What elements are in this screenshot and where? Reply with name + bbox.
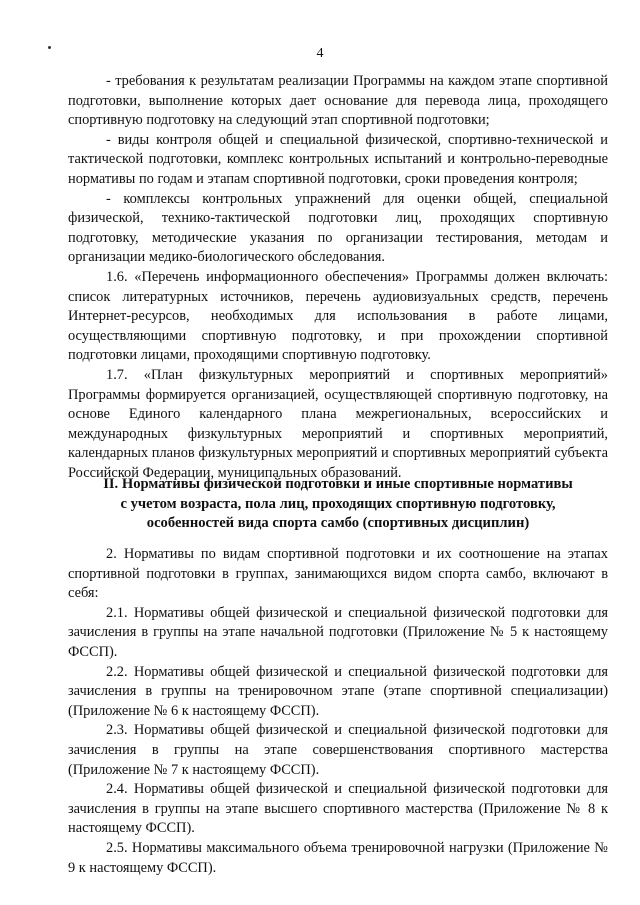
paragraph-2-5: 2.5. Нормативы максимального объема тренировочной нагрузки (Приложение № 9 к настоящему ФССП). [68,839,608,876]
paragraph-1-6: 1.6. «Перечень информационного обеспечения» Программы должен включать: список литературных источников, перечень аудиовизуальных средств, перечень Интернет-ресурсов, необходимых для использования в работе лицами, осуществляющими спортивную подготовку, и при прохождении спортивной подготовки лицами, проходящими спортивную подготовку. [68,268,608,364]
heading-line-1: II. Нормативы физической подготовки и иные спортивные нормативы [103,476,573,492]
heading-line-3: особенностей вида спорта самбо (спортивных дисциплин) [146,515,530,532]
paragraph-control-types: - виды контроля общей и специальной физической, спортивно-технической и тактической подготовки, комплекс контрольных испытаний и контрольно-переводные нормативы по годам и этапам спортивной подготовки, сроки проведения контроля; [68,131,608,187]
paragraph-2-4: 2.4. Нормативы общей физической и специальной физической подготовки для зачисления в группы на этапе высшего спортивного мастерства (Приложение № 8 к настоящему ФССП). [68,781,608,837]
section-1-text [68,72,608,483]
section-2-text [68,545,608,878]
paragraph-requirements: - требования к результатам реализации Программы на каждом этапе спортивной подготовки, выполнение которых дает основание для перевода лица, проходящего спортивную подготовку на следующий этап спортивной подготовки; [68,73,608,129]
paragraph-control-exercises: - комплексы контрольных упражнений для оценки общей, специальной физической, технико-тактической подготовки лиц, проходящих спортивную подготовку, методические указания по организации тестирования, методам и организации медико-биологического обследования. [68,190,608,266]
paragraph-2: 2. Нормативы по видам спортивной подготовки и их соотношение на этапах спортивной подготовки в группах, занимающихся видом спорта самбо, включают в себя: [68,546,608,602]
paragraph-2-3: 2.3. Нормативы общей физической и специальной физической подготовки для зачисления в группы на этапе совершенствования спортивного мастерства (Приложение № 7 к настоящему ФССП). [68,722,608,778]
section-2-heading [68,475,608,534]
paragraph-2-2: 2.2. Нормативы общей физической и специальной физической подготовки для зачисления в группы на тренировочном этапе (этапе спортивной специализации) (Приложение № 6 к настоящему ФССП). [68,663,608,719]
page-number: 4 [316,46,324,61]
heading-line-2: с учетом возраста, пола лиц, проходящих спортивную подготовку, [120,495,556,512]
paragraph-2-1: 2.1. Нормативы общей физической и специальной физической подготовки для зачисления в группы на этапе начальной подготовки (Приложение № 5 к настоящему ФССП). [68,604,608,660]
paragraph-1-7: 1.7. «План физкультурных мероприятий и спортивных мероприятий» Программы формируется организацией, осуществляющей спортивную подготовку, на основе Единого календарного плана межрегиональных, всероссийских и международных физкультурных мероприятий и спортивных мероприятий, календарных планов физкультурных мероприятий и спортивных мероприятий субъекта Российской Федерации, муниципальных образований. [68,366,608,481]
